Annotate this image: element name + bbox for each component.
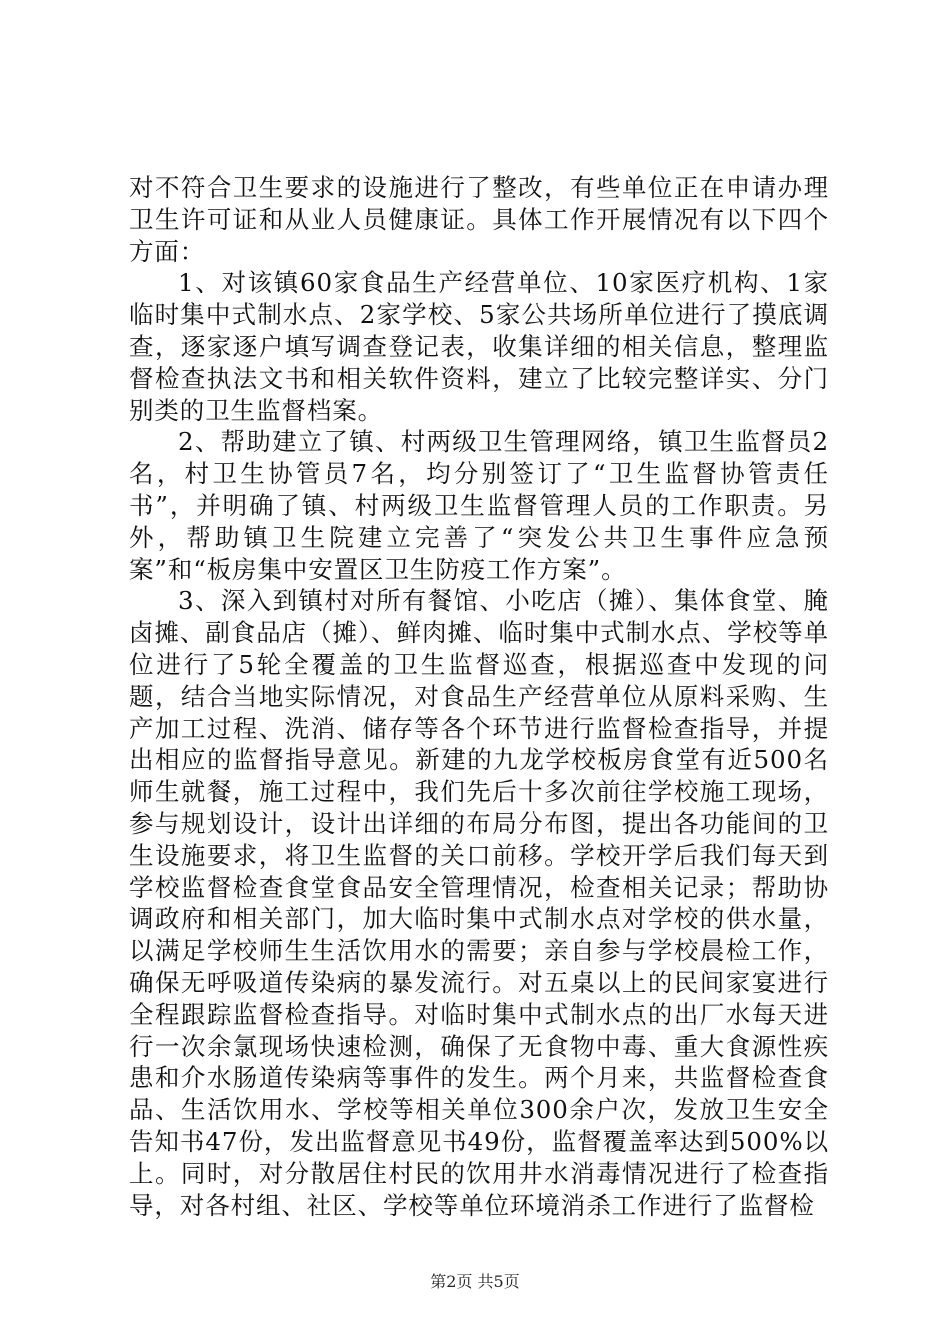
document-body <box>129 172 829 1221</box>
page-footer: 第2页 共5页 <box>430 1272 520 1291</box>
paragraph-item-3: 3、深入到镇村对所有餐馆、小吃店（摊）、集体食堂、腌卤摊、副食品店（摊）、鲜肉摊、临时集中式制水点、学校等单位进行了5轮全覆盖的卫生监督巡查，根据巡查中发现的问题，结合当地实际情况，对食品生产经营单位从原料采购、生产加工过程、洗消、储存等各个环节进行监督检查指导，并提出相应的监督指导意见。新建的九龙学校板房食堂有近500名师生就餐，施工过程中，我们先后十多次前往学校施工现场，参与规划设计，设计出详细的布局分布图，提出各功能间的卫生设施要求，将卫生监督的关口前移。学校开学后我们每天到学校监督检查食堂食品安全管理情况，检查相关记录；帮助协调政府和相关部门，加大临时集中式制水点对学校的供水量，以满足学校师生生活饮用水的需要；亲自参与学校晨检工作，确保无呼吸道传染病的暴发流行。对五桌以上的民间家宴进行全程跟踪监督检查指导。对临时集中式制水点的出厂水每天进行一次余氯现场快速检测，确保了无食物中毒、重大食源性疾患和介水肠道传染病等事件的发生。两个月来，共监督检查食品、生活饮用水、学校等相关单位300余户次，发放卫生安全告知书47份，发出监督意见书49份，监督覆盖率达到500%以上。同时，对分散居住村民的饮用井水消毒情况进行了检查指导，对各村组、社区、学校等单位环境消杀工作进行了监督检 <box>129 586 829 1220</box>
paragraph-intro: 对不符合卫生要求的设施进行了整改，有些单位正在申请办理卫生许可证和从业人员健康证。具体工作开展情况有以下四个方面： <box>129 173 829 266</box>
paragraph-item-1: 1、对该镇60家食品生产经营单位、10家医疗机构、1家临时集中式制水点、2家学校、5家公共场所单位进行了摸底调查，逐家逐户填写调查登记表，收集详细的相关信息，整理监督检查执法文书和相关软件资料，建立了比较完整详实、分门别类的卫生监督档案。 <box>129 268 829 425</box>
paragraph-item-2: 2、帮助建立了镇、村两级卫生管理网络，镇卫生监督员2名，村卫生协管员7名，均分别签订了“卫生监督协管责任书”，并明确了镇、村两级卫生监督管理人员的工作职责。另外，帮助镇卫生院建立完善了“突发公共卫生事件应急预案”和“板房集中安置区卫生防疫工作方案”。 <box>129 427 829 584</box>
